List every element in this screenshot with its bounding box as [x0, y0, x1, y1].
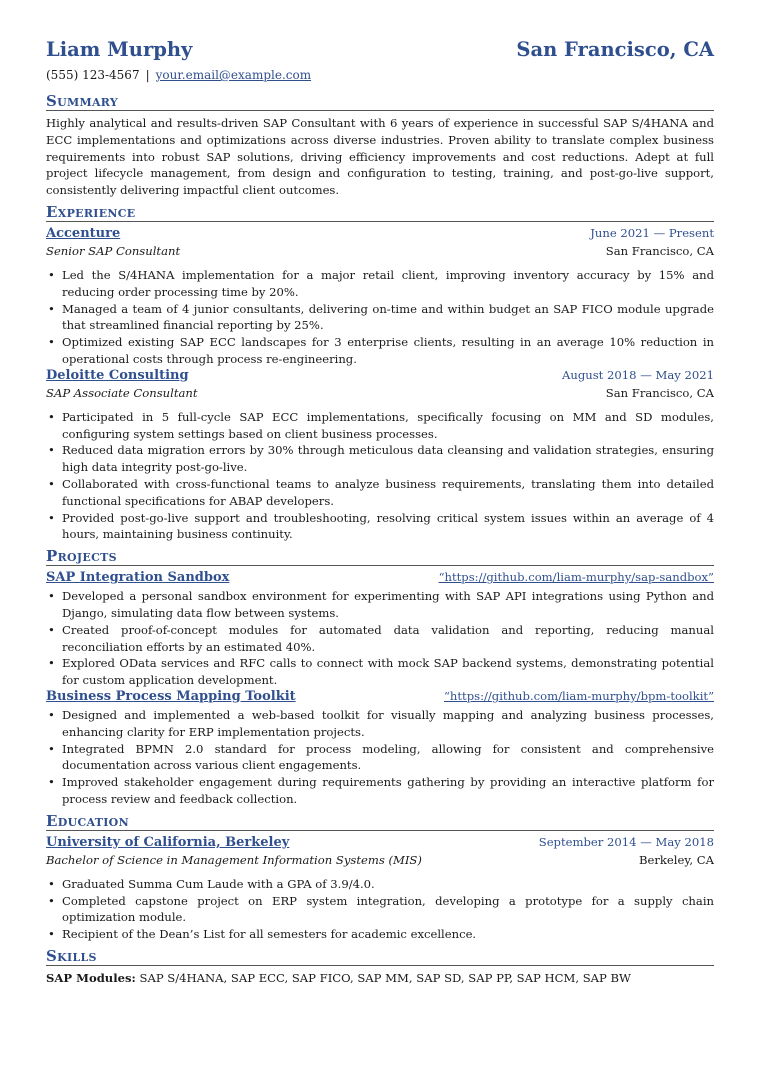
summary-text: Highly analytical and results-driven SAP Consultant with 6 years of experience in successful SAP S/4HANA and ECC implementations and optimizations across diverse industries. Proven ability to translate complex business requirements into robust SAP solutions, driving efficiency improvements and cost reductions. Adept at full project lifecycle management, from design and configuration to testing, training, and post-go-live support, consistently delivering impactful client outcomes.: [46, 116, 714, 198]
list-item: • Improved stakeholder engagement during requirements gathering by providing an interactive platform for process review and feedback collection.: [62, 774, 714, 808]
phone-number: (555) 123-4567: [46, 68, 140, 82]
contact-separator: |: [145, 68, 150, 82]
project-title-link[interactable]: Business Process Mapping Toolkit: [46, 688, 296, 704]
job-dates: August 2018 — May 2021: [561, 367, 714, 382]
company-link[interactable]: Deloitte Consulting: [46, 367, 189, 383]
candidate-name: Liam Murphy: [46, 38, 193, 61]
job-location: San Francisco, CA: [605, 385, 714, 400]
job-role: Senior SAP Consultant: [46, 243, 181, 258]
list-item: • Developed a personal sandbox environment for experimenting with SAP API integrations using Python and Django, simulating data flow between systems.: [62, 588, 714, 622]
company-link[interactable]: Accenture: [46, 225, 121, 241]
list-item: • Completed capstone project on ERP system integration, developing a prototype for a supply chain optimization module.: [62, 893, 714, 927]
list-item: • Led the S/4HANA implementation for a major retail client, improving inventory accuracy by 15% and reducing order processing time by 20%.: [62, 267, 714, 301]
experience-entry: [46, 368, 714, 543]
job-bullets: [46, 267, 714, 368]
list-item: • Collaborated with cross-functional teams to analyze business requirements, translating them into detailed functional specifications for ABAP developers.: [62, 476, 714, 510]
list-item: • Optimized existing SAP ECC landscapes for 3 enterprise clients, resulting in an average 10% reduction in operational costs through process re-engineering.: [62, 334, 714, 368]
contact-line: [46, 68, 714, 88]
project-bullets: [46, 588, 714, 689]
education-section: [46, 812, 714, 943]
list-item: • Graduated Summa Cum Laude with a GPA of 3.9/4.0.: [62, 876, 714, 893]
experience-section: [46, 203, 714, 543]
school-link[interactable]: University of California, Berkeley: [46, 834, 290, 850]
job-location: San Francisco, CA: [605, 243, 714, 258]
job-role: SAP Associate Consultant: [46, 385, 198, 400]
skills-line: [46, 970, 714, 987]
list-item: • Provided post-go-live support and troubleshooting, resolving critical system issues within an average of 4 hours, maintaining business continuity.: [62, 510, 714, 544]
job-dates: June 2021 — Present: [590, 225, 714, 240]
skills-value: SAP S/4HANA, SAP ECC, SAP FICO, SAP MM, SAP SD, SAP PP, SAP HCM, SAP BW: [139, 970, 631, 985]
project-title-link[interactable]: SAP Integration Sandbox: [46, 570, 230, 586]
list-item: • Recipient of the Dean’s List for all semesters for academic excellence.: [62, 926, 714, 943]
project-bullets: [46, 707, 714, 808]
list-item: • Participated in 5 full-cycle SAP ECC implementations, specifically focusing on MM and SD modules, configuring system settings based on client business processes.: [62, 409, 714, 443]
list-item: • Integrated BPMN 2.0 standard for process modeling, allowing for consistent and comprehensive documentation across various client engagements.: [62, 741, 714, 775]
job-bullets: [46, 409, 714, 543]
list-item: • Managed a team of 4 junior consultants, delivering on-time and within budget an SAP FICO module upgrade that streamlined financial reporting by 25%.: [62, 301, 714, 335]
education-dates: September 2014 — May 2018: [538, 834, 714, 849]
header: [46, 38, 714, 68]
skills-label: SAP Modules:: [46, 970, 136, 985]
list-item: • Created proof-of-concept modules for automated data validation and reporting, reducing manual reconciliation efforts by an estimated 40%.: [62, 622, 714, 656]
degree: Bachelor of Science in Management Information Systems (MIS): [46, 852, 422, 867]
skills-section: [46, 947, 714, 987]
projects-section: [46, 547, 714, 808]
project-entry: [46, 689, 714, 808]
experience-heading: Experience: [46, 203, 714, 222]
experience-entry: [46, 226, 714, 368]
list-item: • Explored OData services and RFC calls to connect with mock SAP backend systems, demonstrating potential for custom application development.: [62, 655, 714, 689]
projects-heading: Projects: [46, 547, 714, 566]
list-item: • Reduced data migration errors by 30% through meticulous data cleansing and validation strategies, ensuring high data integrity post-go-live.: [62, 442, 714, 476]
school-location: Berkeley, CA: [638, 852, 714, 867]
education-heading: Education: [46, 812, 714, 831]
project-entry: [46, 570, 714, 689]
project-repo-link[interactable]: “https://github.com/liam-murphy/sap-sandbox”: [438, 570, 714, 585]
candidate-location: San Francisco, CA: [516, 38, 714, 61]
summary-heading: Summary: [46, 92, 714, 111]
summary-section: [46, 92, 714, 199]
skills-heading: Skills: [46, 947, 714, 966]
list-item: • Designed and implemented a web-based toolkit for visually mapping and analyzing business processes, enhancing clarity for ERP implementation projects.: [62, 707, 714, 741]
education-bullets: [46, 876, 714, 943]
email-link[interactable]: your.email@example.com: [155, 68, 312, 82]
project-repo-link[interactable]: “https://github.com/liam-murphy/bpm-toolkit”: [444, 688, 714, 703]
